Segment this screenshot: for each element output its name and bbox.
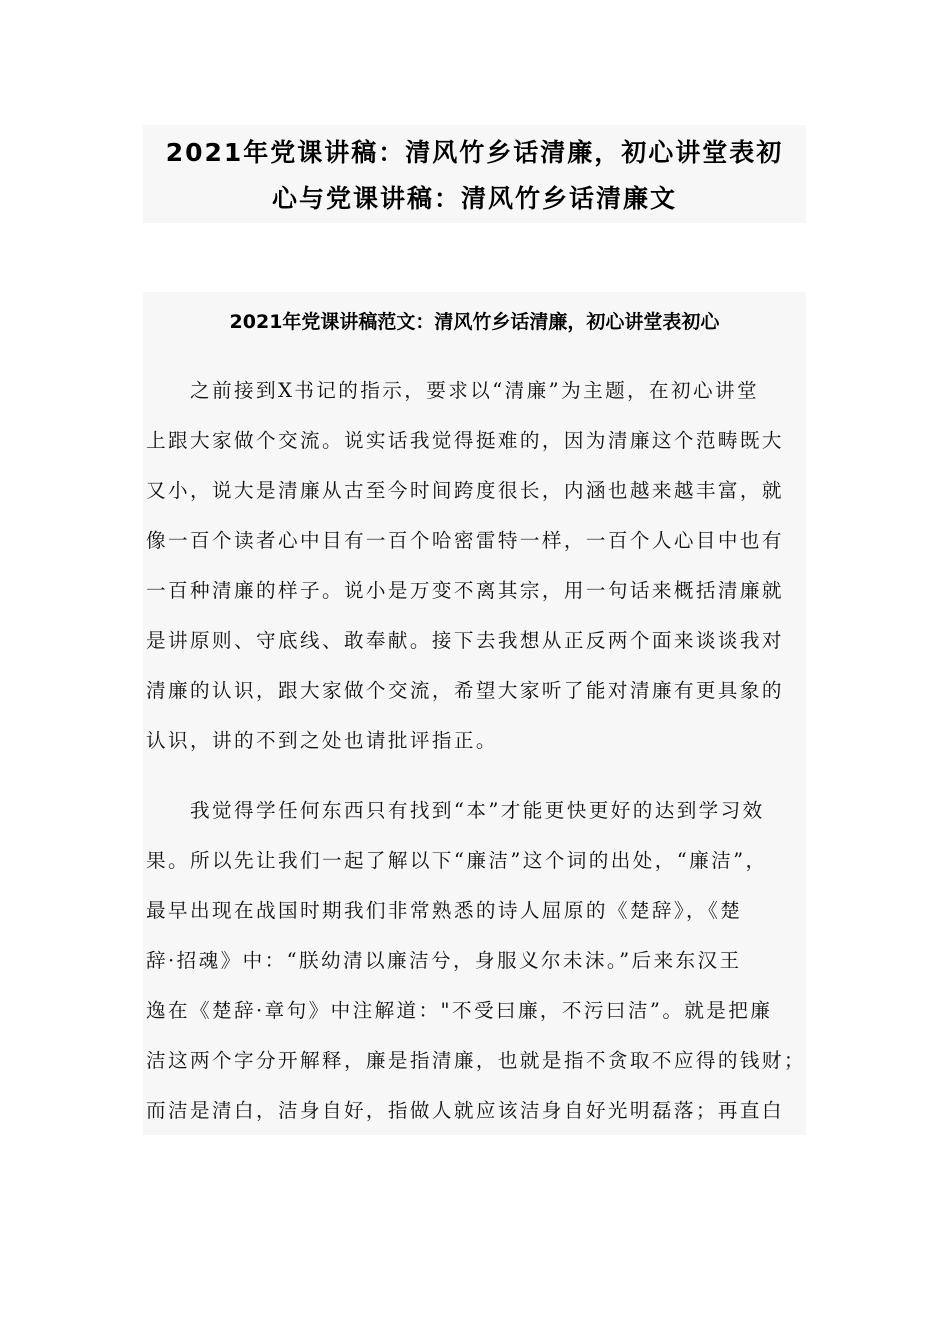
paragraph-2-line: 最早出现在战国时期我们非常熟悉的诗人屈原的《楚辞》，《楚 — [146, 899, 743, 922]
paragraph-2-line: 我觉得学任何东西只有找到“本”才能更快更好的达到学习效 — [146, 799, 765, 822]
paragraph-1-line: 是讲原则、守底线、敢奉献。接下去我想从正反两个面来谈谈我对 — [146, 629, 784, 652]
paragraph-1-line: 认识，讲的不到之处也请批评指正。 — [146, 729, 498, 752]
paragraph-2-line: 果。所以先让我们一起了解以下“廉洁”这个词的出处，“廉洁”， — [146, 849, 768, 872]
paragraph-2-line: 而洁是清白，洁身自好，指做人就应该洁身自好光明磊落；再直白 — [146, 1099, 784, 1122]
title-line-1: 2021年党课讲稿：清风竹乡话清廉，初心讲堂表初 — [165, 138, 784, 167]
paragraph-1-line: 又小，说大是清廉从古至今时间跨度很长，内涵也越来越丰富，就 — [146, 479, 784, 502]
paragraph-1-line: 一百种清廉的样子。说小是万变不离其宗，用一句话来概括清廉就 — [146, 579, 784, 602]
document-body — [143, 292, 806, 1135]
paragraph-1-line: 像一百个读者心中目有一百个哈密雷特一样，一百个人心目中也有 — [146, 529, 784, 552]
paragraph-2-line: 辞·招魂》中：“朕幼清以廉洁兮，身服义尔未沫。”后来东汉王 — [146, 949, 742, 972]
paragraph-2-line: 逸在《楚辞·章句》中注解道："不受曰廉，不污曰洁”。就是把廉 — [146, 999, 773, 1022]
document-title — [143, 125, 806, 223]
paragraph-1-line: 之前接到X书记的指示，要求以“清廉”为主题，在初心讲堂 — [146, 379, 760, 402]
subtitle: 2021年党课讲稿范文：清风竹乡话清廉，初心讲堂表初心 — [229, 311, 720, 333]
title-line-2: 心与党课讲稿：清风竹乡话清廉文 — [271, 184, 677, 213]
paragraph-1-line: 清廉的认识，跟大家做个交流，希望大家听了能对清廉有更具象的 — [146, 679, 784, 702]
paragraph-2-line: 洁这两个字分开解释，廉是指清廉，也就是指不贪取不应得的钱财； — [146, 1049, 806, 1072]
paragraph-1-line: 上跟大家做个交流。说实话我觉得挺难的，因为清廉这个范畴既大 — [146, 429, 784, 452]
